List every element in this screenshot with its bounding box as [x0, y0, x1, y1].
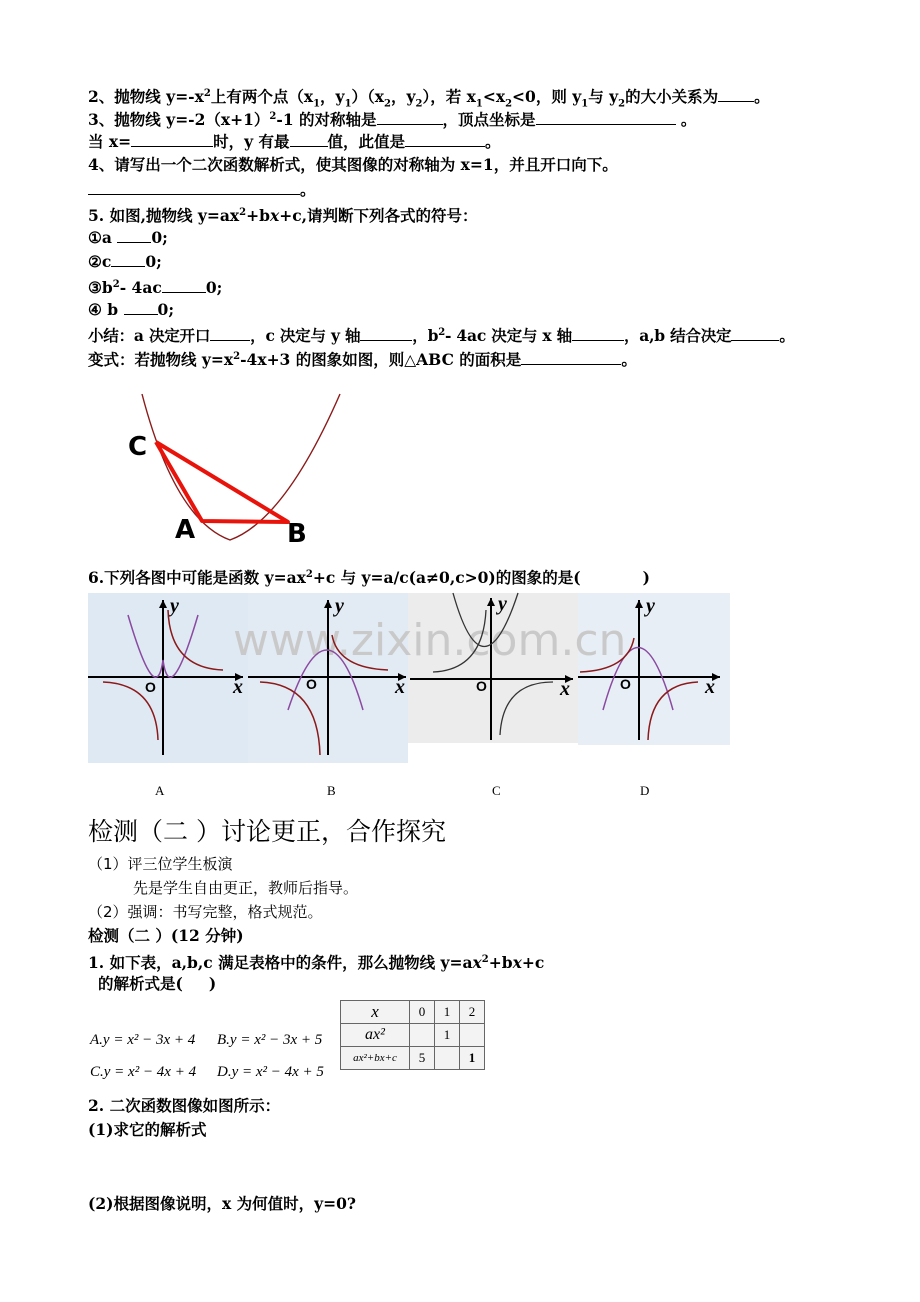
blank[interactable] [162, 277, 206, 293]
table-row: ax²+bx+c 5 1 [341, 1047, 485, 1070]
blank[interactable] [405, 131, 485, 147]
table-row: ax² 1 [341, 1024, 485, 1047]
test2-q2-part1: (1)求它的解析式 [88, 1120, 207, 1139]
option-d[interactable]: D.y = x² − 4x + 5 [217, 1064, 324, 1080]
svg-text:x: x [395, 676, 405, 698]
blank[interactable] [210, 325, 250, 341]
section-p3: （2）强调：书写完整，格式规范。 [88, 903, 323, 921]
blank[interactable] [124, 299, 158, 315]
test2-title: 检测（二 ）(12 分钟) [88, 926, 244, 945]
label-b: B [287, 519, 307, 549]
svg-text:y: y [646, 595, 655, 617]
section-p1: （1）评三位学生板演 [88, 855, 233, 873]
blank[interactable] [131, 131, 213, 147]
label-c: C [128, 432, 148, 462]
svg-text:x: x [560, 678, 570, 700]
question-3-line-2: 当 x= 时，y 有最 值，此值是 。 [88, 132, 501, 151]
svg-text:x: x [233, 676, 243, 698]
svg-text:y: y [498, 593, 507, 615]
svg-text:y: y [335, 595, 344, 617]
label-a: A [175, 515, 196, 545]
blank[interactable] [718, 86, 754, 102]
svg-text:O: O [620, 676, 631, 692]
values-table [340, 1000, 485, 1070]
test2-q2-part2: (2)根据图像说明，x 为何值时，y=0? [88, 1194, 356, 1213]
table-row: x 0 1 2 [341, 1001, 485, 1024]
test2-q1-line-2: 的解析式是( ) [98, 974, 217, 993]
svg-text:O: O [145, 679, 156, 695]
blank[interactable] [290, 131, 328, 147]
test2-q2: 2. 二次函数图像如图所示： [88, 1096, 281, 1115]
caption-d: D [640, 783, 650, 798]
question-4: 4、请写出一个二次函数解析式，使其图像的对称轴为 x=1，并且开口向下。 [88, 155, 618, 174]
blank[interactable] [572, 325, 624, 341]
summary: 小结：a 决定开口 ，c 决定与 y 轴 ，$b^2-$ 4ac 决定与 x 轴 ，a,b 结合决定 。 [88, 326, 795, 346]
question-6: 6.下列各图中可能是函数 $y=ax^2+c$ 与 y=a/c(a≠0,c>0)的图象的是( ) [88, 568, 650, 588]
question-3: 3、抛物线 $y=-2(x+1)^2-1$ 的对称轴是 ，顶点坐标是 。 [88, 110, 697, 130]
blank[interactable] [111, 251, 145, 267]
question-5: 5. 如图,抛物线 $y=ax^2+bx+c$,请判断下列各式的符号： [88, 206, 478, 226]
option-a[interactable]: A.y = x² − 3x + 4 [90, 1032, 196, 1048]
blank[interactable] [731, 325, 779, 341]
blank[interactable] [536, 109, 676, 125]
caption-b: B [327, 783, 336, 798]
test2-q1: 1. 如下表，a,b,c 满足表格中的条件，那么抛物线 $y=ax^2+bx+c$ [88, 953, 545, 973]
blank[interactable] [377, 109, 443, 125]
q5-item-3: $③b^2-$ 4ac 0; [88, 278, 223, 298]
option-graphs [88, 590, 732, 770]
watermark: www.zixin.com.cn [233, 615, 627, 666]
question-2: 2、抛物线 $y=-x^2$上有两个点（$x_1$，$y_1)(x_2$，$y_2$），若 $x_1<x_2<0$，则 $y_1$与 $y_2$的大小关系为 。 [88, 87, 770, 110]
option-c[interactable]: C.y = x² − 4x + 4 [90, 1064, 197, 1080]
q5-item-4: ④ b 0; [88, 300, 175, 319]
svg-text:O: O [476, 678, 487, 694]
caption-a: A [155, 783, 165, 798]
svg-text:O: O [306, 676, 317, 692]
svg-text:y: y [170, 595, 179, 617]
triangle-abc [156, 442, 288, 522]
question-4-answer: 。 [88, 179, 316, 200]
parabola-triangle-figure [120, 390, 360, 550]
q5-item-2: ②c 0; [88, 252, 162, 271]
blank[interactable] [117, 227, 151, 243]
svg-text:x: x [705, 676, 715, 698]
caption-c: C [492, 783, 501, 798]
blank[interactable] [88, 179, 300, 195]
option-b[interactable]: B.y = x² − 3x + 5 [217, 1032, 323, 1048]
q5-item-1: ①a 0; [88, 228, 168, 247]
section-p2: 先是学生自由更正，教师后指导。 [133, 879, 359, 897]
section-title: 检测（二 ）讨论更正，合作探究 [88, 817, 446, 846]
blank[interactable] [360, 325, 412, 341]
variant: 变式：若抛物线 $y=x^2-4x+3$ 的图象如图，则△ABC 的面积是 。 [88, 350, 637, 370]
blank[interactable] [521, 349, 621, 365]
